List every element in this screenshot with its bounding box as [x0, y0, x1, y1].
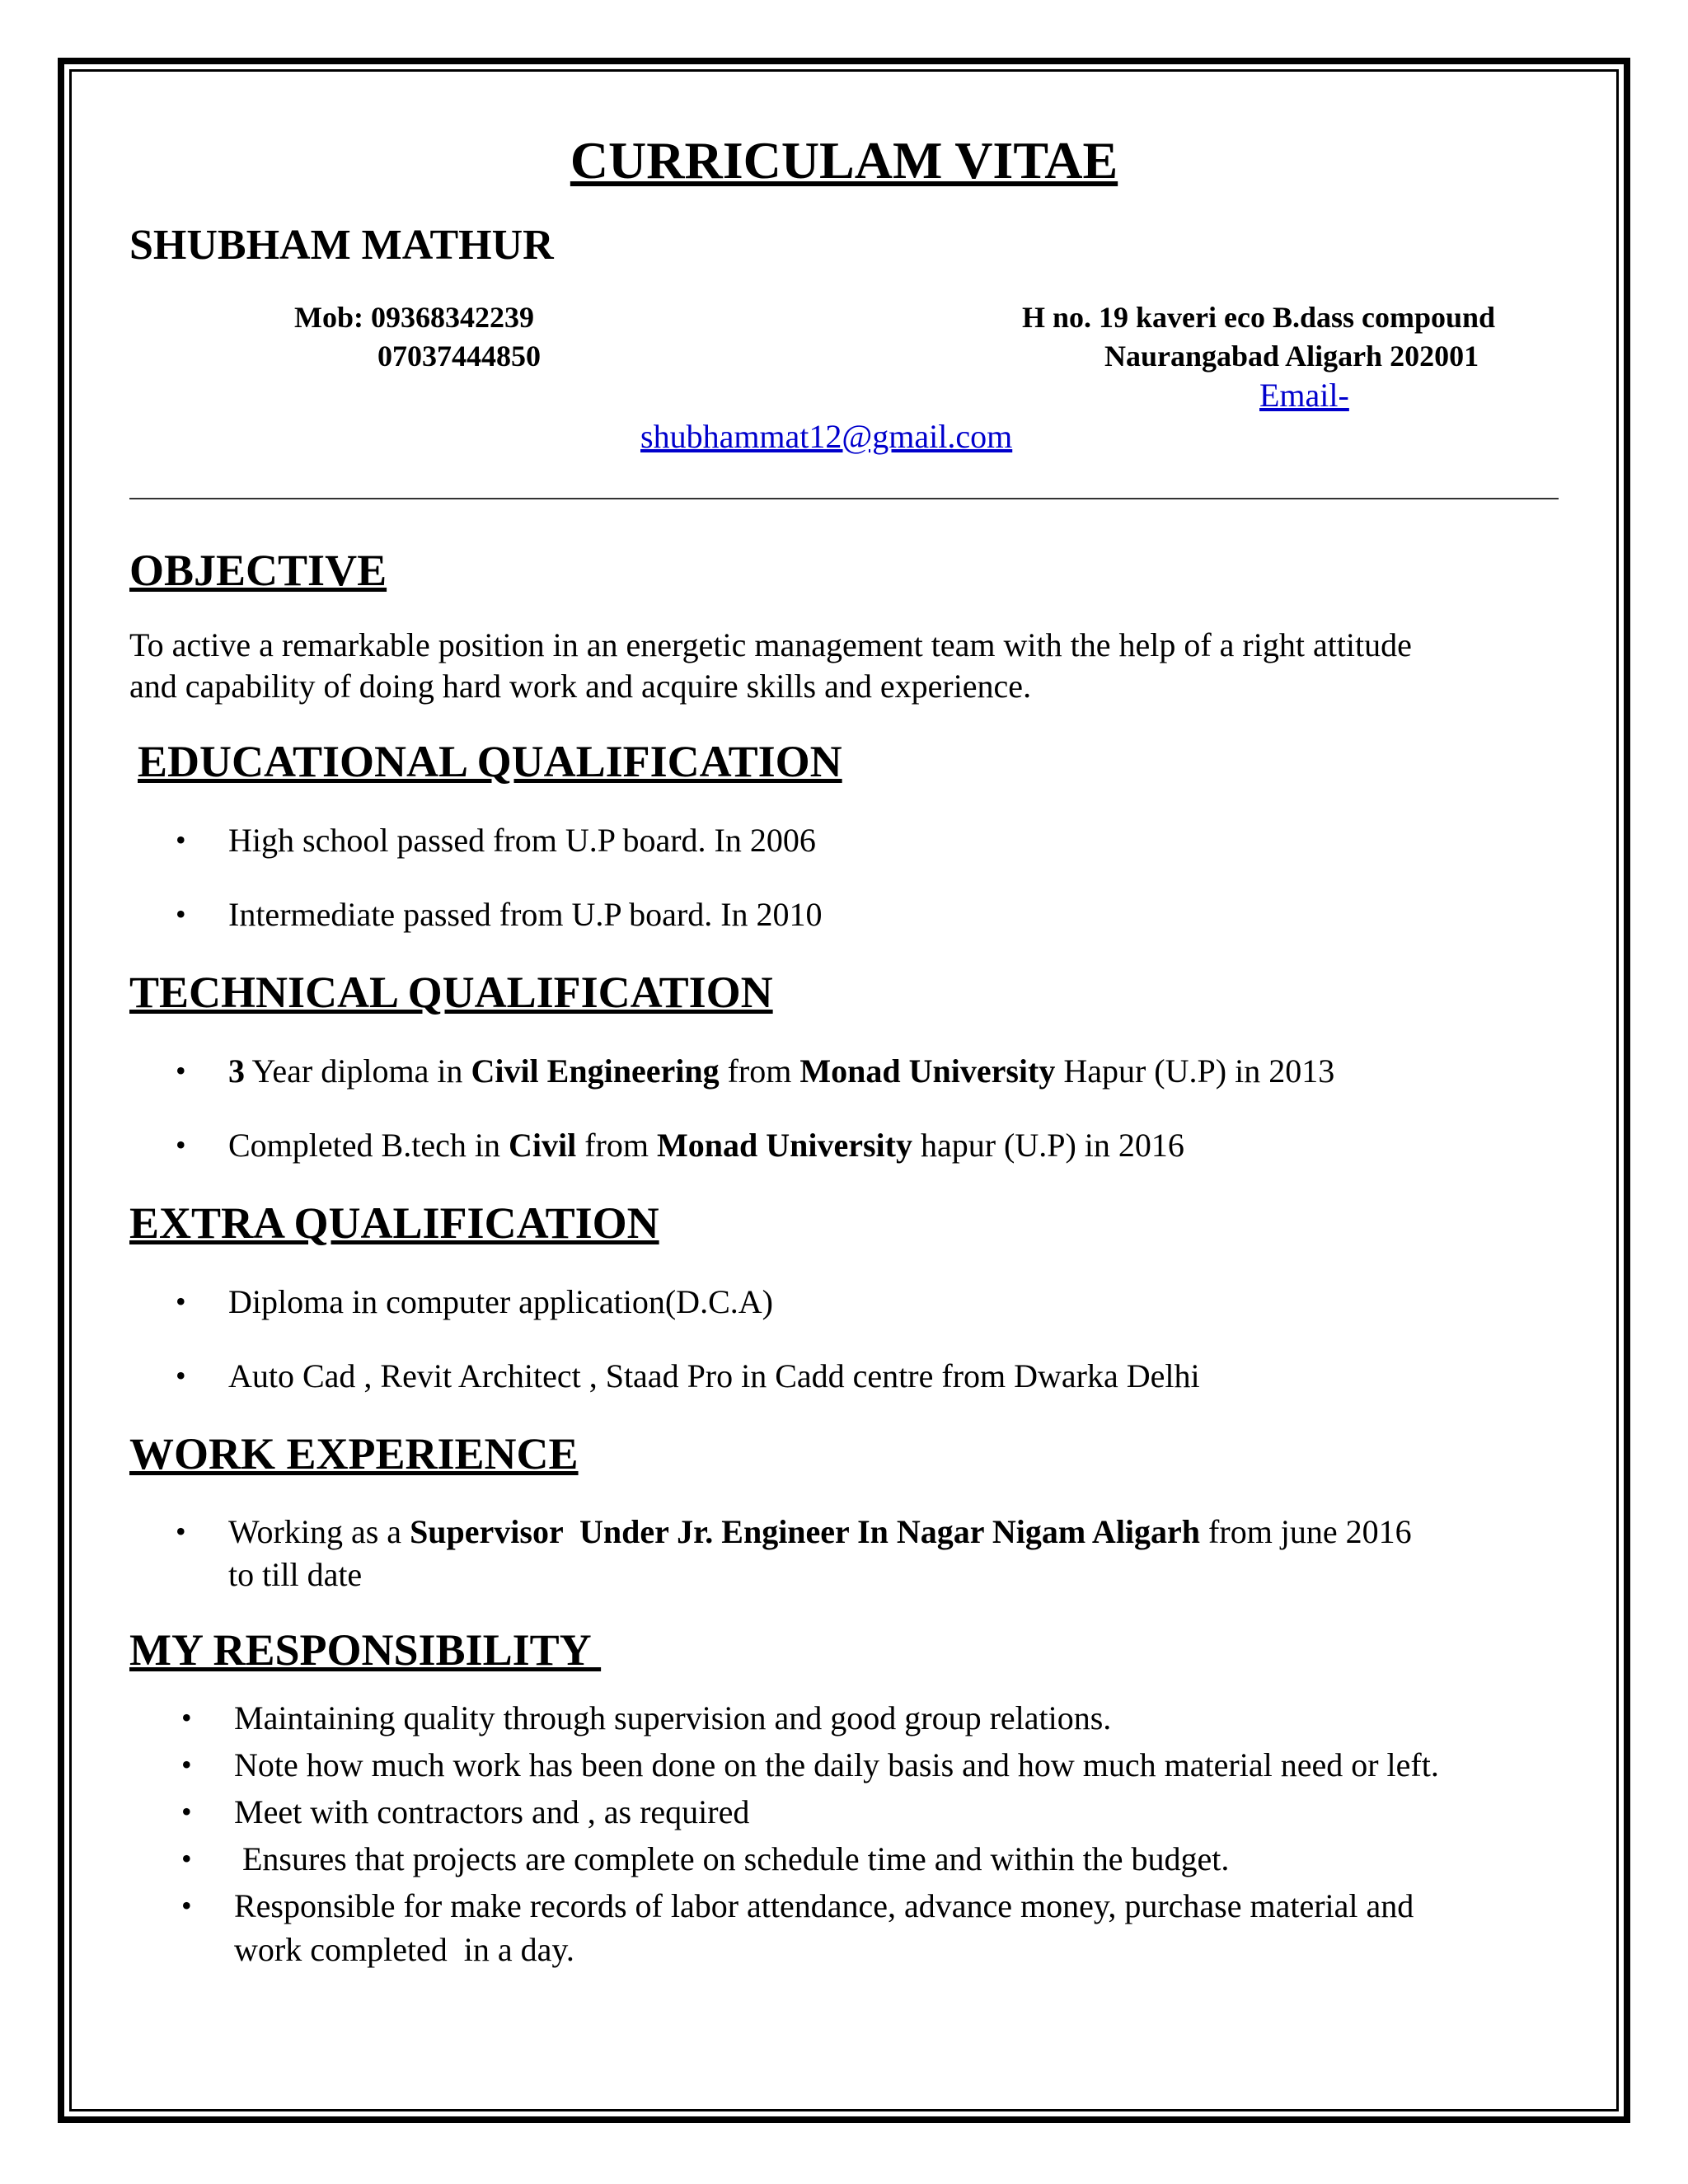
text-plain: Completed B.tech in [228, 1127, 509, 1164]
bullet-icon: • [176, 1285, 186, 1318]
responsibility-item-text: Meet with contractors and , as required [234, 1793, 750, 1830]
text-plain: from [576, 1127, 657, 1164]
objective-text-line-1: To active a remarkable position in an energetic management team with the help of a right attitude [129, 626, 1412, 663]
bullet-icon: • [176, 1128, 186, 1161]
text-bold: 3 [228, 1052, 245, 1090]
technical-item-text [228, 1049, 1334, 1093]
bullet-icon: • [176, 1515, 186, 1548]
extra-item-text: Auto Cad , Revit Architect , Staad Pro in Cadd centre from Dwarka Delhi [228, 1357, 1200, 1394]
bullet-icon: • [176, 1054, 186, 1087]
work-item-text-line-2: to till date [228, 1556, 363, 1593]
text-plain: Year diploma in [245, 1052, 471, 1090]
bullet-icon: • [176, 823, 186, 856]
responsibility-item-text: Responsible for make records of labor attendance, advance money, purchase material and [234, 1887, 1414, 1924]
bullet-icon: • [181, 1748, 192, 1781]
technical-heading: TECHNICAL QUALIFICATION [129, 968, 773, 1017]
objective-heading: OBJECTIVE [129, 546, 387, 595]
header-divider [129, 498, 1559, 499]
text-plain: from [719, 1052, 800, 1090]
bullet-icon: • [181, 1842, 192, 1875]
education-item-text: Intermediate passed from U.P board. In 2010 [228, 896, 823, 933]
text-bold: Civil [508, 1127, 577, 1164]
bullet-icon: • [181, 1889, 192, 1922]
responsibility-item-text-line-2: work completed in a day. [234, 1931, 574, 1968]
candidate-name: SHUBHAM MATHUR [129, 222, 554, 269]
mobile-number-1: Mob: 09368342239 [294, 301, 534, 334]
responsibility-heading: MY RESPONSIBILITY [129, 1625, 602, 1675]
objective-text-line-2: and capability of doing hard work and acquire skills and experience. [129, 668, 1032, 705]
technical-item-text [228, 1123, 1184, 1167]
text-plain: Hapur (U.P) in 2013 [1055, 1052, 1335, 1090]
text-bold: Monad University [799, 1052, 1056, 1090]
text-bold: Supervisor Under Jr. Engineer In Nagar Nigam Aligarh [410, 1513, 1201, 1550]
text-plain: Working as a [228, 1513, 410, 1550]
responsibility-item-text: Maintaining quality through supervision and good group relations. [234, 1699, 1112, 1736]
email-link[interactable]: shubhammat12@gmail.com [640, 418, 1013, 455]
text-plain: hapur (U.P) in 2016 [912, 1127, 1184, 1164]
responsibility-item-text: Note how much work has been done on the daily basis and how much material need or left. [234, 1746, 1439, 1783]
responsibility-item-text: Ensures that projects are complete on schedule time and within the budget. [234, 1840, 1230, 1877]
address-line-1: H no. 19 kaveri eco B.dass compound [1022, 301, 1496, 334]
extra-item-text: Diploma in computer application(D.C.A) [228, 1283, 773, 1320]
work-item-text [228, 1510, 1412, 1554]
text-bold: Monad University [656, 1127, 912, 1164]
education-item-text: High school passed from U.P board. In 2006 [228, 822, 816, 859]
mobile-number-2: 07037444850 [377, 340, 541, 373]
email-label-link[interactable]: Email- [1259, 377, 1349, 414]
extra-heading: EXTRA QUALIFICATION [129, 1198, 659, 1248]
address-line-2: Naurangabad Aligarh 202001 [1104, 340, 1479, 373]
work-heading: WORK EXPERIENCE [129, 1429, 579, 1479]
text-bold: Civil Engineering [471, 1052, 720, 1090]
bullet-icon: • [181, 1795, 192, 1828]
bullet-icon: • [176, 1359, 186, 1392]
education-heading: EDUCATIONAL QUALIFICATION [138, 737, 842, 786]
bullet-icon: • [176, 898, 186, 930]
bullet-icon: • [181, 1701, 192, 1734]
text-plain: from june 2016 [1200, 1513, 1412, 1550]
document-title: CURRICULAM VITAE [570, 131, 1118, 190]
